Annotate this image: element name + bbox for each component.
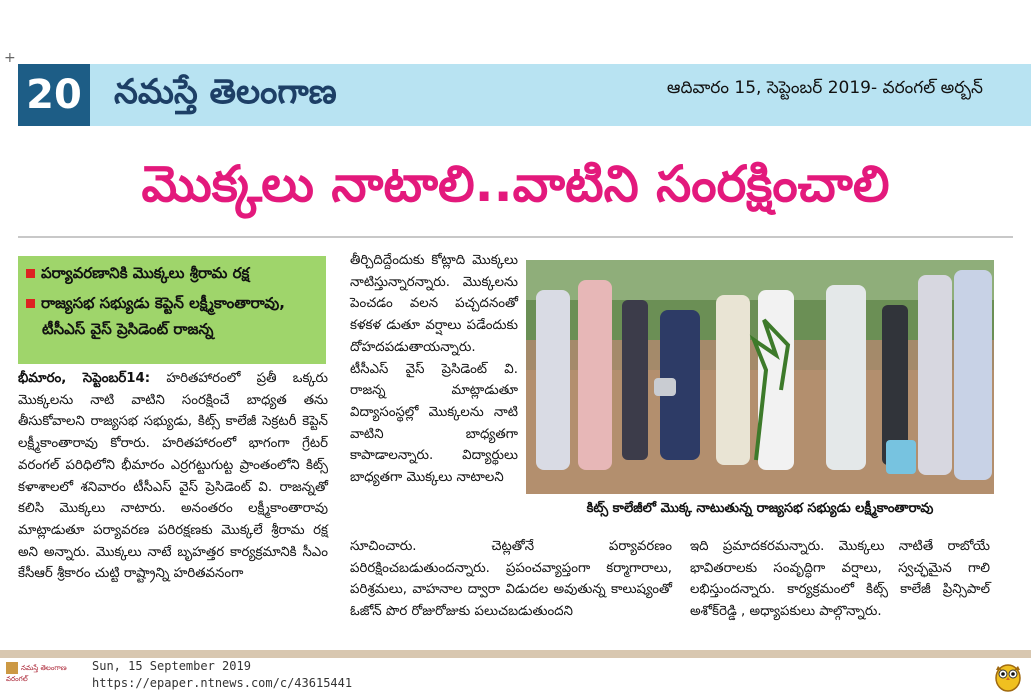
article-column-3: సూచించారు. చెట్లతోనే పర్యావరణం పరిరక్షించబడుతుందన్నారు. ప్రపంచవ్యాప్తంగా కర్మాగారాలు, పరిశ్రమలు, వాహనాల ద్వారా విడుదల అవుతున్న కాలుష్యంతో ఓజోన్ పొర రోజురోజుకు పలుచబడుతుందని: [350, 539, 672, 620]
emblem-icon: [6, 662, 18, 674]
bullet-icon: [26, 269, 35, 278]
epaper-date: Sun, 15 September 2019: [92, 659, 251, 673]
article-headline: మొక్కలు నాటాలి..వాటిని సంరక్షించాలి: [141, 155, 890, 213]
article-column-1: [18, 368, 328, 585]
highlight-subline: టీసీఎస్ వైస్ ప్రెసిడెంట్ రాజన్న: [42, 320, 214, 338]
epaper-meta: [92, 658, 352, 692]
bullet-icon: [26, 299, 35, 308]
article-column-4: ఇది ప్రమాదకరమన్నారు. మొక్కలు నాటితే రాబోయే భావితరాలకు సంవృద్ధిగా వర్షాలు, స్వచ్ఛమైన గాలి లభిస్తుందన్నారు. కార్యక్రమంలో కిట్స్ కాలేజీ ప్రిన్సిపాల్ అశోక్‌రెడ్డి , అధ్యాపకులు పాల్గొన్నారు.: [690, 539, 990, 620]
photo-caption: కిట్స్ కాలేజీలో మొక్క నాటుతున్న రాజ్యసభ సభ్యుడు లక్ష్మీకాంతారావు: [586, 501, 934, 516]
masthead: [18, 64, 1031, 126]
column-text: హరితహారంలో ప్రతీ ఒక్కరు మొక్కలను నాటి వాటిని సంరక్షించే బాధ్యత తను తీసుకోవాలని రాజ్యసభ సభ్యుడు, కిట్స్ కాలేజీ సెక్రటరీ కెప్టెన్ లక్ష్మీకాంతారావు కోరారు. హరితహారంలో భాగంగా గ్రేటర్ వరంగల్ పరిధిలోని భీమారం ఎర్రగట్టుగుట్ట ప్రాంతంలోని కిట్స్ కళాశాలలో శనివారం టీసీఎస్ వైస్ ప్రెసిడెంట్ వి. రాజన్నతో కలిసి మొక్కలు నాటారు. అనంతరం లక్ష్మీకాంతారావు మాట్లాడుతూ పర్యావరణ పరిరక్షణకు మొక్కలే శ్రీరామ రక్ష అని అన్నారు. మొక్కలు నాటే బృహత్తర కార్యక్రమానికి సీఎం కేసీఆర్ శ్రీకారం చుట్టి రాష్ట్రాన్ని హరితవనంగా: [18, 371, 328, 582]
highlights-box: [18, 256, 326, 364]
article-dateline: భీమారం, సెప్టెంబర్14:: [18, 371, 151, 386]
owl-icon[interactable]: [994, 660, 1022, 692]
highlight-item: రాజ్యసభ సభ్యుడు కెప్టెన్ లక్ష్మీకాంతారావు,: [26, 292, 318, 314]
divider: [18, 236, 1013, 238]
adjacent-content-strip: [0, 650, 1031, 658]
highlight-item: పర్యావరణానికి మొక్కలు శ్రీరామ రక్ష: [26, 262, 318, 284]
edition-dateline: ఆదివారం 15, సెప్టెంబర్ 2019- వరంగల్ అర్బన్: [666, 78, 983, 98]
crosshair-icon: +: [4, 50, 16, 66]
article-photo: [526, 260, 994, 494]
page-number: 20: [18, 64, 90, 126]
epaper-link[interactable]: https://epaper.ntnews.com/c/43615441: [92, 676, 353, 690]
paper-name: నమస్తే తెలంగాణ: [114, 72, 337, 112]
newspaper-logo: నమస్తే తెలంగాణ వరంగల్: [6, 664, 67, 683]
article-column-2: తీర్చిదిద్దేందుకు కోట్లాది మొక్కలు నాటిస్తున్నారన్నారు. మొక్కలను పెంచడం వలన పచ్చదనంతో కళకళ డుతూ వర్షాలు పడేందుకు దోహదపడుతాయన్నారు. టీసీఎస్ వైస్ ప్రెసిడెంట్ వి. రాజన్న మాట్లాడుతూ విద్యాసంస్థల్లో మొక్కలను నాటి వాటిని బాధ్యతగా కాపాడాలన్నారు. విద్యార్థులు బాధ్యతగా మొక్కలు నాటాలని: [350, 253, 518, 486]
